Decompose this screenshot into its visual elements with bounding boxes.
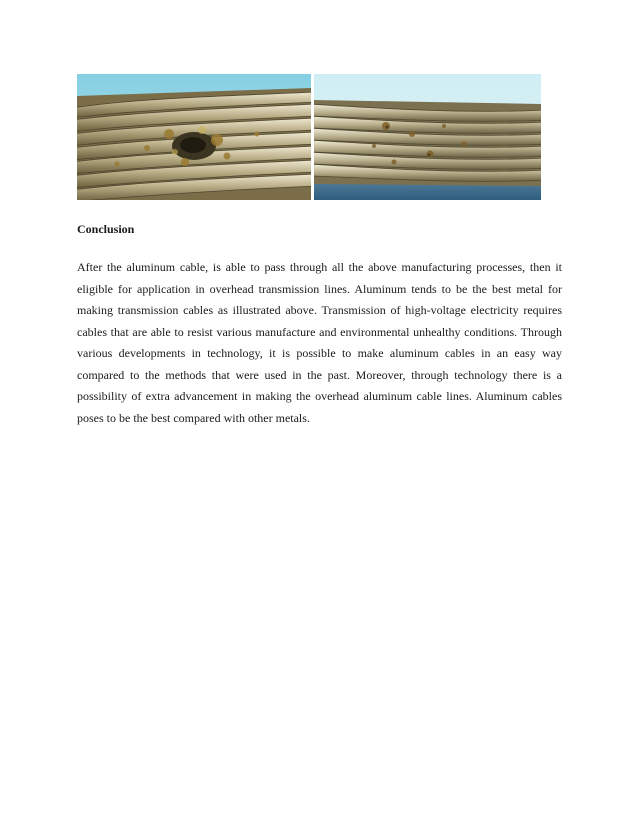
- corroded-cable-photo: [314, 74, 541, 200]
- damaged-cable-photo: [77, 74, 311, 200]
- conclusion-paragraph: After the aluminum cable, is able to pass through all the above manufacturing processes, then it eligible for application in overhead transmission lines. Aluminum tends to be the best metal for making transmission cables as illustrated above. Transmission of high-voltage electricity requires cables that are able to resist various manufacture and environmental unhealthy conditions. Through various developments in technology, it is possible to make aluminum cables in an easy way compared to the methods that were used in the past. Moreover, through technology there is a possibility of extra advancement in making the overhead aluminum cable lines. Aluminum cables poses to be the best compared with other metals.: [77, 260, 562, 425]
- cable-photos: [77, 74, 541, 200]
- section-heading: Conclusion: [77, 222, 135, 236]
